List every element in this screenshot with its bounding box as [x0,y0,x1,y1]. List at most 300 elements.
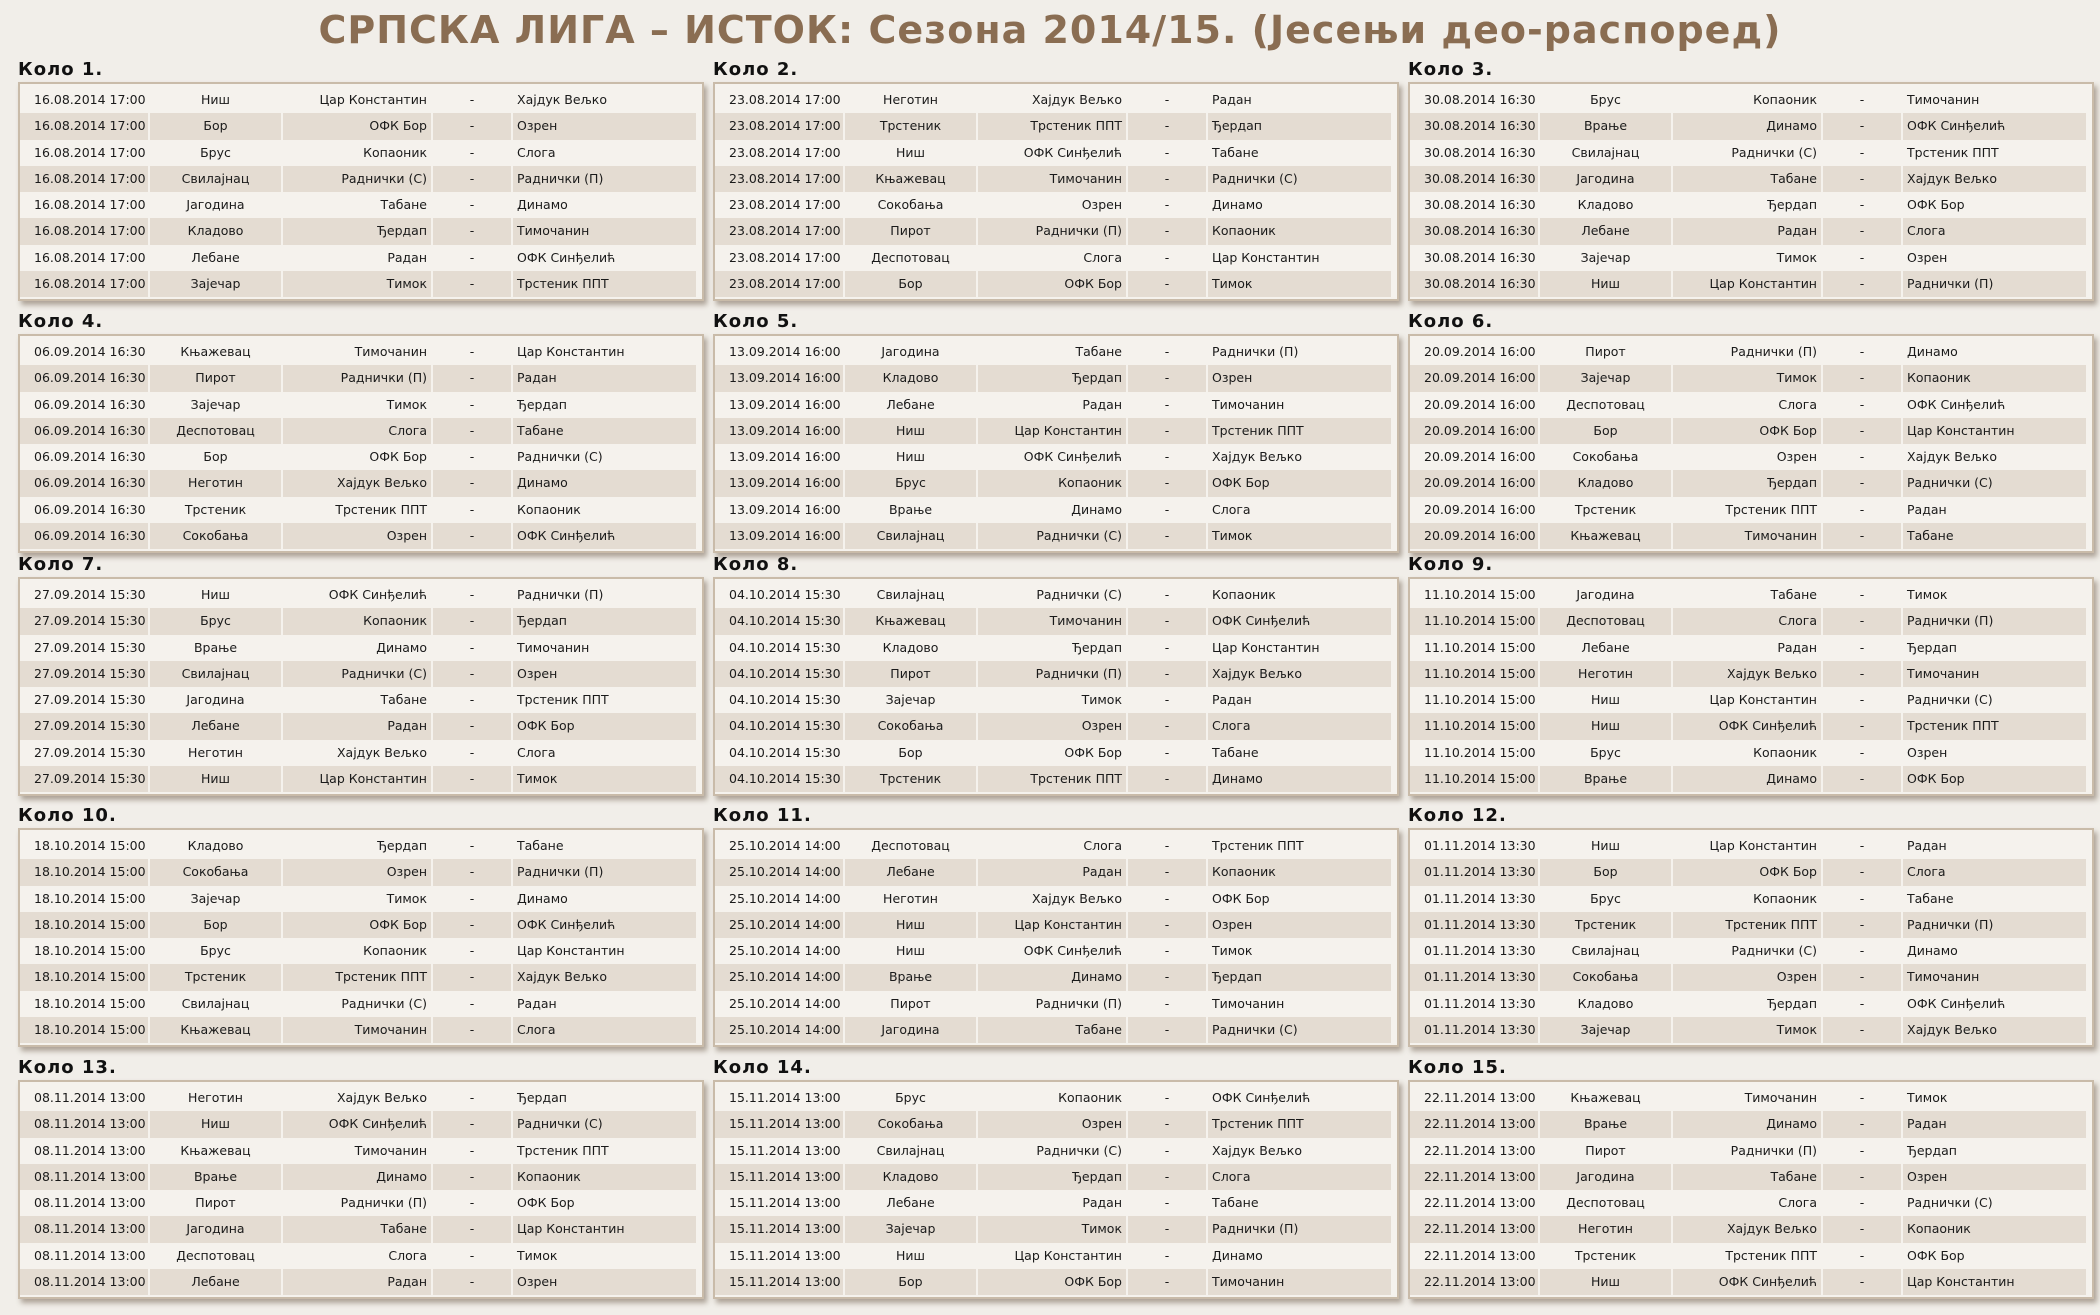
away-team: Ђердап [1907,639,1957,655]
score-separator: - [1128,218,1208,244]
round-7 [0,553,684,796]
match-datetime: 13.09.2014 16:00 [715,365,845,391]
match-datetime: 11.10.2014 15:00 [1410,608,1540,634]
home-team: ОФК Синђелић [978,140,1128,166]
home-team: Раднички (С) [978,582,1128,608]
match-city: Кладово [845,635,978,661]
match-datetime: 08.11.2014 13:00 [20,1190,150,1216]
score-separator: - [433,582,513,608]
match-city: Брус [150,140,283,166]
fixtures-table [713,1080,1399,1299]
fixture-row [20,608,702,634]
match-city: Брус [1540,87,1673,113]
home-team: Озрен [1673,964,1823,990]
away-team: Раднички (С) [513,1111,696,1137]
home-team: Динамо [1673,1111,1823,1137]
away-team: Тимок [1907,587,1948,602]
home-team: Раднички (П) [1673,1138,1823,1164]
away-team: Озрен [1208,365,1391,391]
match-datetime: 08.11.2014 13:00 [20,1243,150,1269]
fixture-row [715,833,1397,859]
match-datetime: 06.09.2014 16:30 [20,470,150,496]
away-team: Слога [1903,859,2086,885]
match-datetime: 01.11.2014 13:30 [1410,991,1540,1017]
match-datetime: 11.10.2014 15:00 [1410,635,1540,661]
fixtures-table [1408,1080,2094,1299]
score-separator: - [1128,523,1208,549]
away-team: Тимок [1208,271,1391,297]
fixture-row [20,497,702,523]
match-city: Сокобања [1540,964,1673,990]
match-city: Пирот [845,991,978,1017]
match-datetime: 11.10.2014 15:00 [1410,766,1540,792]
away-team: Цар Константин [1212,639,1320,655]
score-separator: - [1128,444,1208,470]
match-datetime: 11.10.2014 15:00 [1410,713,1540,739]
fixtures-table [713,828,1399,1047]
away-team: Копаоник [1208,218,1391,244]
score-separator: - [1128,1111,1208,1137]
score-separator: - [1823,635,1903,661]
score-separator: - [1823,833,1903,859]
match-city: Сокобања [845,713,978,739]
score-separator: - [433,1216,513,1242]
match-datetime: 06.09.2014 16:30 [20,418,150,444]
score-separator: - [433,912,513,938]
fixture-row [715,1243,1397,1269]
score-separator: - [1128,192,1208,218]
fixture-row [1410,470,2092,496]
match-datetime: 01.11.2014 13:30 [1410,964,1540,990]
round-5 [695,310,1379,553]
away-team: Тимочанин [1212,995,1285,1011]
home-team: Хајдук Вељко [978,886,1128,912]
fixture-row [20,1138,702,1164]
away-team: Табане [1212,744,1259,760]
fixture-row [20,687,702,713]
fixture-row [715,166,1397,192]
away-team: Табане [517,838,564,853]
match-datetime: 30.08.2014 16:30 [1410,218,1540,244]
round-label: Коло 14. [713,1057,812,1078]
home-team: Раднички (С) [1673,938,1823,964]
away-team: Копаоник [1212,587,1276,602]
round-label: Коло 1. [18,59,104,80]
home-team: Цар Константин [978,1243,1128,1269]
match-city: Сокобања [150,859,283,885]
match-city: Јагодина [1540,1164,1673,1190]
match-datetime: 18.10.2014 15:00 [20,964,150,990]
score-separator: - [1823,991,1903,1017]
match-datetime: 23.08.2014 17:00 [715,113,845,139]
score-separator: - [1128,418,1208,444]
fixture-row [20,365,702,391]
away-team: Табане [1212,1195,1259,1211]
match-city: Свилајнац [150,991,283,1017]
score-separator: - [1823,964,1903,990]
match-datetime: 25.10.2014 14:00 [715,912,845,938]
match-city: Неготин [1540,1216,1673,1242]
match-datetime: 23.08.2014 17:00 [715,271,845,297]
home-team: Хајдук Вељко [283,1085,433,1111]
fixture-row [715,886,1397,912]
fixture-row [1410,523,2092,549]
away-team: ОФК Синђелић [517,249,616,265]
fixtures-table [18,828,704,1047]
match-city: Лебане [845,1190,978,1216]
match-city: Деспотовац [1540,1190,1673,1216]
match-city: Јагодина [150,1216,283,1242]
score-separator: - [433,166,513,192]
fixtures-table [713,577,1399,796]
home-team: Копаоник [978,1085,1128,1111]
score-separator: - [1823,523,1903,549]
match-city: Сокобања [845,192,978,218]
home-team: ОФК Синђелић [283,1111,433,1137]
score-separator: - [433,1269,513,1295]
home-team: Трстеник ППТ [978,113,1128,139]
home-team: Цар Константин [283,87,433,113]
fixture-row [715,1216,1397,1242]
match-datetime: 22.11.2014 13:00 [1410,1216,1540,1242]
away-team: Хајдук Вељко [1903,1017,2086,1043]
match-city: Врање [1540,766,1673,792]
away-team: Слога [517,744,556,760]
fixture-row [1410,444,2092,470]
away-team: Динамо [1907,344,1958,359]
home-team: Тимок [978,687,1128,713]
score-separator: - [1128,392,1208,418]
match-datetime: 08.11.2014 13:00 [20,1164,150,1190]
match-datetime: 18.10.2014 15:00 [20,938,150,964]
match-city: Књажевац [1540,523,1673,549]
score-separator: - [433,713,513,739]
away-team: Копаоник [517,501,581,517]
away-team: Тимок [1907,1090,1948,1105]
home-team: Ђердап [1673,991,1823,1017]
fixture-row [20,245,702,271]
match-city: Брус [150,608,283,634]
fixture-row [20,418,702,444]
score-separator: - [433,497,513,523]
score-separator: - [1128,1190,1208,1216]
match-datetime: 15.11.2014 13:00 [715,1216,845,1242]
away-team: Трстеник ППТ [517,1142,609,1158]
score-separator: - [1823,938,1903,964]
fixtures-table [713,82,1399,301]
fixture-row [20,912,702,938]
fixture-row [715,661,1397,687]
fixture-row [1410,365,2092,391]
match-city: Свилајнац [1540,938,1673,964]
home-team: ОФК Бор [978,740,1128,766]
score-separator: - [433,523,513,549]
score-separator: - [1128,991,1208,1017]
fixture-row [20,87,702,113]
away-team: Ђердап [1907,1142,1957,1158]
match-datetime: 06.09.2014 16:30 [20,392,150,418]
match-city: Трстеник [1540,1243,1673,1269]
score-separator: - [433,608,513,634]
match-datetime: 27.09.2014 15:30 [20,740,150,766]
fixture-row [20,218,702,244]
match-city: Бор [845,271,978,297]
match-city: Неготин [845,87,978,113]
home-team: Тимок [1673,245,1823,271]
score-separator: - [433,339,513,365]
match-datetime: 18.10.2014 15:00 [20,1017,150,1043]
round-label: Коло 12. [1408,805,1507,826]
fixture-row [715,1269,1397,1295]
away-team: Слога [1208,713,1391,739]
score-separator: - [433,964,513,990]
away-team: ОФК Бор [1903,766,2086,792]
home-team: Цар Константин [978,912,1128,938]
score-separator: - [433,87,513,113]
match-datetime: 27.09.2014 15:30 [20,661,150,687]
score-separator: - [1128,1017,1208,1043]
match-city: Деспотовац [1540,392,1673,418]
match-city: Ниш [1540,1269,1673,1295]
match-city: Пирот [845,218,978,244]
match-datetime: 30.08.2014 16:30 [1410,166,1540,192]
match-city: Јагодина [150,192,283,218]
score-separator: - [1128,497,1208,523]
home-team: Ђердап [1673,192,1823,218]
match-datetime: 20.09.2014 16:00 [1410,523,1540,549]
fixture-row [20,886,702,912]
match-datetime: 25.10.2014 14:00 [715,886,845,912]
fixtures-table [18,82,704,301]
home-team: Ђердап [283,833,433,859]
away-team: Раднички (С) [1907,1195,1993,1211]
away-team: ОФК Синђелић [1212,1090,1311,1105]
match-city: Пирот [845,661,978,687]
away-team: ОФК Синђелић [1907,396,2006,412]
home-team: ОФК Синђелић [1673,713,1823,739]
fixture-row [1410,1085,2092,1111]
match-city: Зајечар [845,1216,978,1242]
match-city: Сокобања [845,1111,978,1137]
score-separator: - [1128,938,1208,964]
home-team: Тимочанин [1673,523,1823,549]
match-datetime: 30.08.2014 16:30 [1410,245,1540,271]
match-city: Јагодина [1540,166,1673,192]
fixture-row [20,444,702,470]
score-separator: - [1128,859,1208,885]
match-city: Трстеник [1540,912,1673,938]
away-team: Динамо [1208,766,1391,792]
home-team: Табане [1673,582,1823,608]
fixture-row [1410,912,2092,938]
match-city: Лебане [845,392,978,418]
match-datetime: 22.11.2014 13:00 [1410,1138,1540,1164]
match-datetime: 13.09.2014 16:00 [715,339,845,365]
fixture-row [1410,497,2092,523]
match-city: Књажевац [845,166,978,192]
fixture-row [715,1164,1397,1190]
match-city: Лебане [845,859,978,885]
match-city: Зајечар [845,687,978,713]
fixture-row [20,859,702,885]
match-datetime: 25.10.2014 14:00 [715,938,845,964]
home-team: Тимочанин [283,1017,433,1043]
away-team: Ђердап [1208,113,1391,139]
fixture-row [20,470,702,496]
home-team: Раднички (С) [283,991,433,1017]
score-separator: - [433,991,513,1017]
match-city: Свилајнац [845,523,978,549]
home-team: Тимок [978,1216,1128,1242]
away-team: Раднички (С) [1208,1017,1391,1043]
away-team: ОФК Бор [1212,890,1270,906]
home-team: ОФК Бор [1673,418,1823,444]
home-team: Озрен [1673,444,1823,470]
away-team: Озрен [513,1269,696,1295]
home-team: Табане [1673,166,1823,192]
match-city: Неготин [1540,661,1673,687]
away-team: Озрен [1903,1164,2086,1190]
score-separator: - [1128,1138,1208,1164]
match-datetime: 27.09.2014 15:30 [20,582,150,608]
home-team: Раднички (П) [1673,339,1823,365]
home-team: Слога [1673,392,1823,418]
fixture-row [1410,140,2092,166]
away-team: Хајдук Вељко [513,964,696,990]
score-separator: - [1823,87,1903,113]
score-separator: - [1823,912,1903,938]
home-team: Радан [1673,218,1823,244]
match-datetime: 20.09.2014 16:00 [1410,470,1540,496]
home-team: Тимочанин [1673,1085,1823,1111]
match-datetime: 06.09.2014 16:30 [20,339,150,365]
match-datetime: 25.10.2014 14:00 [715,859,845,885]
fixtures-table [1408,577,2094,796]
away-team: Раднички (П) [1903,271,2086,297]
match-datetime: 16.08.2014 17:00 [20,87,150,113]
score-separator: - [1823,661,1903,687]
match-datetime: 25.10.2014 14:00 [715,964,845,990]
score-separator: - [1823,444,1903,470]
score-separator: - [1823,1111,1903,1137]
fixtures-table [18,1080,704,1299]
fixture-row [1410,1216,2092,1242]
fixture-row [20,1111,702,1137]
score-separator: - [1128,87,1208,113]
away-team: Хајдук Вељко [1208,661,1391,687]
away-team: Слога [1208,1164,1391,1190]
match-city: Зајечар [150,392,283,418]
round-label: Коло 15. [1408,1057,1507,1078]
match-city: Зајечар [1540,245,1673,271]
away-team: Цар Константин [1903,418,2086,444]
match-city: Брус [845,470,978,496]
away-team: Трстеник ППТ [517,692,609,708]
match-datetime: 30.08.2014 16:30 [1410,140,1540,166]
score-separator: - [1128,608,1208,634]
match-datetime: 25.10.2014 14:00 [715,991,845,1017]
score-separator: - [1128,713,1208,739]
home-team: Раднички (П) [978,991,1128,1017]
match-city: Неготин [150,740,283,766]
home-team: Раднички (П) [283,365,433,391]
match-datetime: 08.11.2014 13:00 [20,1216,150,1242]
fixture-row [715,912,1397,938]
away-team: Раднички (П) [1903,912,2086,938]
fixture-row [1410,87,2092,113]
match-city: Бор [150,113,283,139]
fixture-row [20,113,702,139]
fixture-row [1410,964,2092,990]
score-separator: - [1128,964,1208,990]
match-datetime: 16.08.2014 17:00 [20,166,150,192]
home-team: ОФК Бор [1673,859,1823,885]
score-separator: - [1823,859,1903,885]
match-datetime: 08.11.2014 13:00 [20,1111,150,1137]
home-team: Копаоник [283,608,433,634]
home-team: Раднички (П) [978,661,1128,687]
home-team: Тимочанин [978,166,1128,192]
fixture-row [20,523,702,549]
away-team: Динамо [1907,943,1958,959]
home-team: Трстеник ППТ [1673,1243,1823,1269]
match-datetime: 20.09.2014 16:00 [1410,339,1540,365]
match-datetime: 11.10.2014 15:00 [1410,582,1540,608]
match-city: Књажевац [150,1138,283,1164]
away-team: ОФК Синђелић [513,523,696,549]
home-team: Табане [978,1017,1128,1043]
score-separator: - [1823,886,1903,912]
score-separator: - [433,635,513,661]
fixture-row [715,523,1397,549]
round-label: Коло 8. [713,554,799,575]
score-separator: - [433,418,513,444]
away-team: Копаоник [1903,1216,2086,1242]
home-team: Озрен [283,859,433,885]
home-team: Радан [978,1190,1128,1216]
away-team: Трстеник ППТ [1208,1111,1391,1137]
fixture-row [715,859,1397,885]
score-separator: - [1128,470,1208,496]
away-team: Раднички (П) [513,166,696,192]
match-datetime: 08.11.2014 13:00 [20,1085,150,1111]
match-datetime: 23.08.2014 17:00 [715,166,845,192]
score-separator: - [433,886,513,912]
match-city: Бор [845,740,978,766]
away-team: Тимочанин [1907,92,1980,107]
score-separator: - [1823,713,1903,739]
away-team: Тимок [513,766,696,792]
fixture-row [1410,166,2092,192]
fixture-row [1410,938,2092,964]
score-separator: - [1128,1085,1208,1111]
match-city: Кладово [845,1164,978,1190]
home-team: Озрен [283,523,433,549]
home-team: Ђердап [978,1164,1128,1190]
match-datetime: 16.08.2014 17:00 [20,245,150,271]
away-team: Трстеник ППТ [1903,713,2086,739]
score-separator: - [1823,1164,1903,1190]
match-city: Зајечар [1540,365,1673,391]
match-datetime: 13.09.2014 16:00 [715,418,845,444]
match-datetime: 15.11.2014 13:00 [715,1138,845,1164]
match-datetime: 04.10.2014 15:30 [715,582,845,608]
match-city: Кладово [845,365,978,391]
away-team: ОФК Синђелић [1208,608,1391,634]
score-separator: - [433,365,513,391]
fixture-row [20,582,702,608]
fixture-row [715,245,1397,271]
